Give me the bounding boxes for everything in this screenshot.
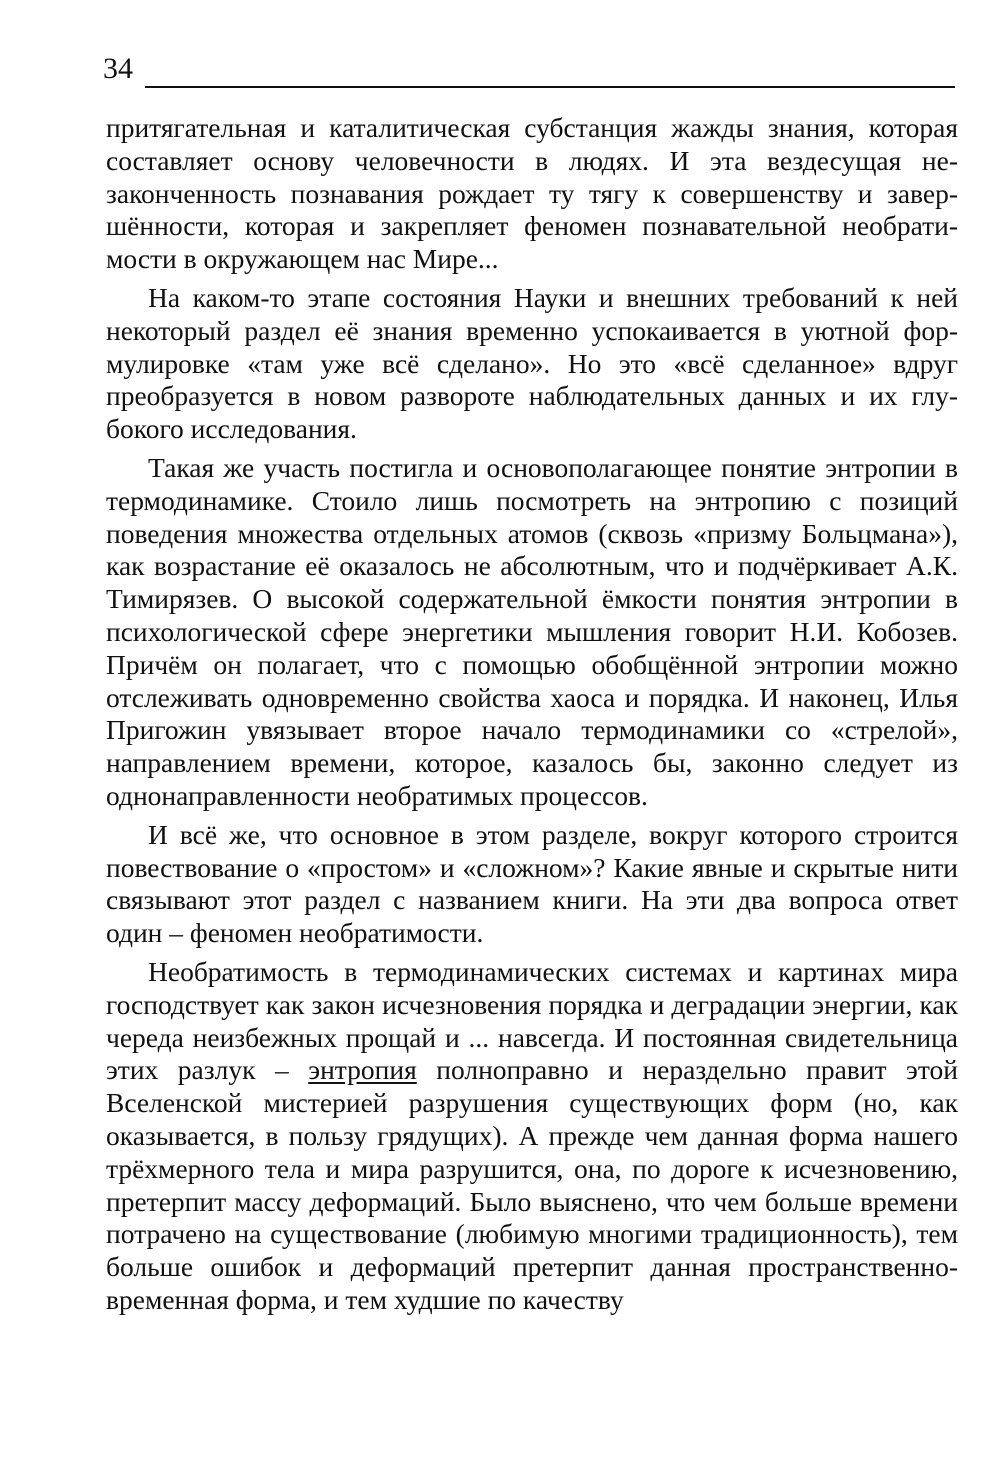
paragraph-5-start: Необратимость в термодинамических системах и картинах мира господствует как закон исчезновения порядка и деградации энергии, как череда неизбежных прощай и ... навсегда. И постоянная свидетельница этих разлук – <box>106 955 958 1086</box>
header-rule <box>145 86 955 88</box>
paragraph-5-end: полноправно и нераздельно правит этой Вселенской мистерией разрушения существующих форм (но, как оказывается, в пользу грядущих). А прежде чем данная форма нашего трёхмерного тела и мира разрушится, она, по дороге к исчезновению, претерпит массу деформаций. Было выяснено, что чем больше времени потрачено на существование (любимую многими традиционность), тем больше ошибок и деформаций претерпит данная пространственно-временная форма, и тем худшие по качеству <box>106 1054 958 1315</box>
paragraph-1: притягательная и каталитическая субстанция жажды знания, которая составляет основу человечности в людях. И эта вездесущая незаконченность познавания рождает ту тягу к совершенству и завершённости, которая и закрепляет феномен познавательной необратимости в окружающем нас Мире... <box>106 112 958 275</box>
paragraph-4: И всё же, что основное в этом разделе, вокруг которого строится повествование о «простом» и «сложном»? Какие явные и скрытые нити связывают этот раздел с названием книги. На эти два вопроса ответ один – феномен необратимости. <box>106 818 958 949</box>
paragraph-5 <box>106 956 958 1317</box>
paragraph-2: На каком-то этапе состояния Науки и внешних требований к ней некоторый раздел её знания временно успокаивается в уютной формулировке «там уже всё сделано». Но это «всё сделанное» вдруг преобразуется в новом развороте наблюдательных данных и их глубокого исследования. <box>106 281 958 445</box>
body-text <box>106 112 958 1323</box>
page-header <box>103 52 955 92</box>
paragraph-3: Такая же участь постигла и основополагающее понятие энтропии в термодинамике. Стоило лишь посмотреть на энтропию с позиций поведения множества отдельных атомов (сквозь «призму Больцмана»), как возрастание её оказалось не абсолютным, что и подчёркивает А.К. Тимирязев. О высокой содержательной ёмкости понятия энтропии в психологической сфере энергетики мышления говорит Н.И. Кобозев. Причём он полагает, что с помощью обобщённой энтропии можно отслеживать одновременно свойства хаоса и порядка. И наконец, Илья Пригожин увязывает второе начало термодинамики со «стрелой», направлением времени, которое, казалось бы, законно следует из однонаправленности необратимых процессов. <box>106 451 958 811</box>
page-number: 34 <box>103 52 133 85</box>
underlined-term: энтропия <box>308 1054 417 1086</box>
